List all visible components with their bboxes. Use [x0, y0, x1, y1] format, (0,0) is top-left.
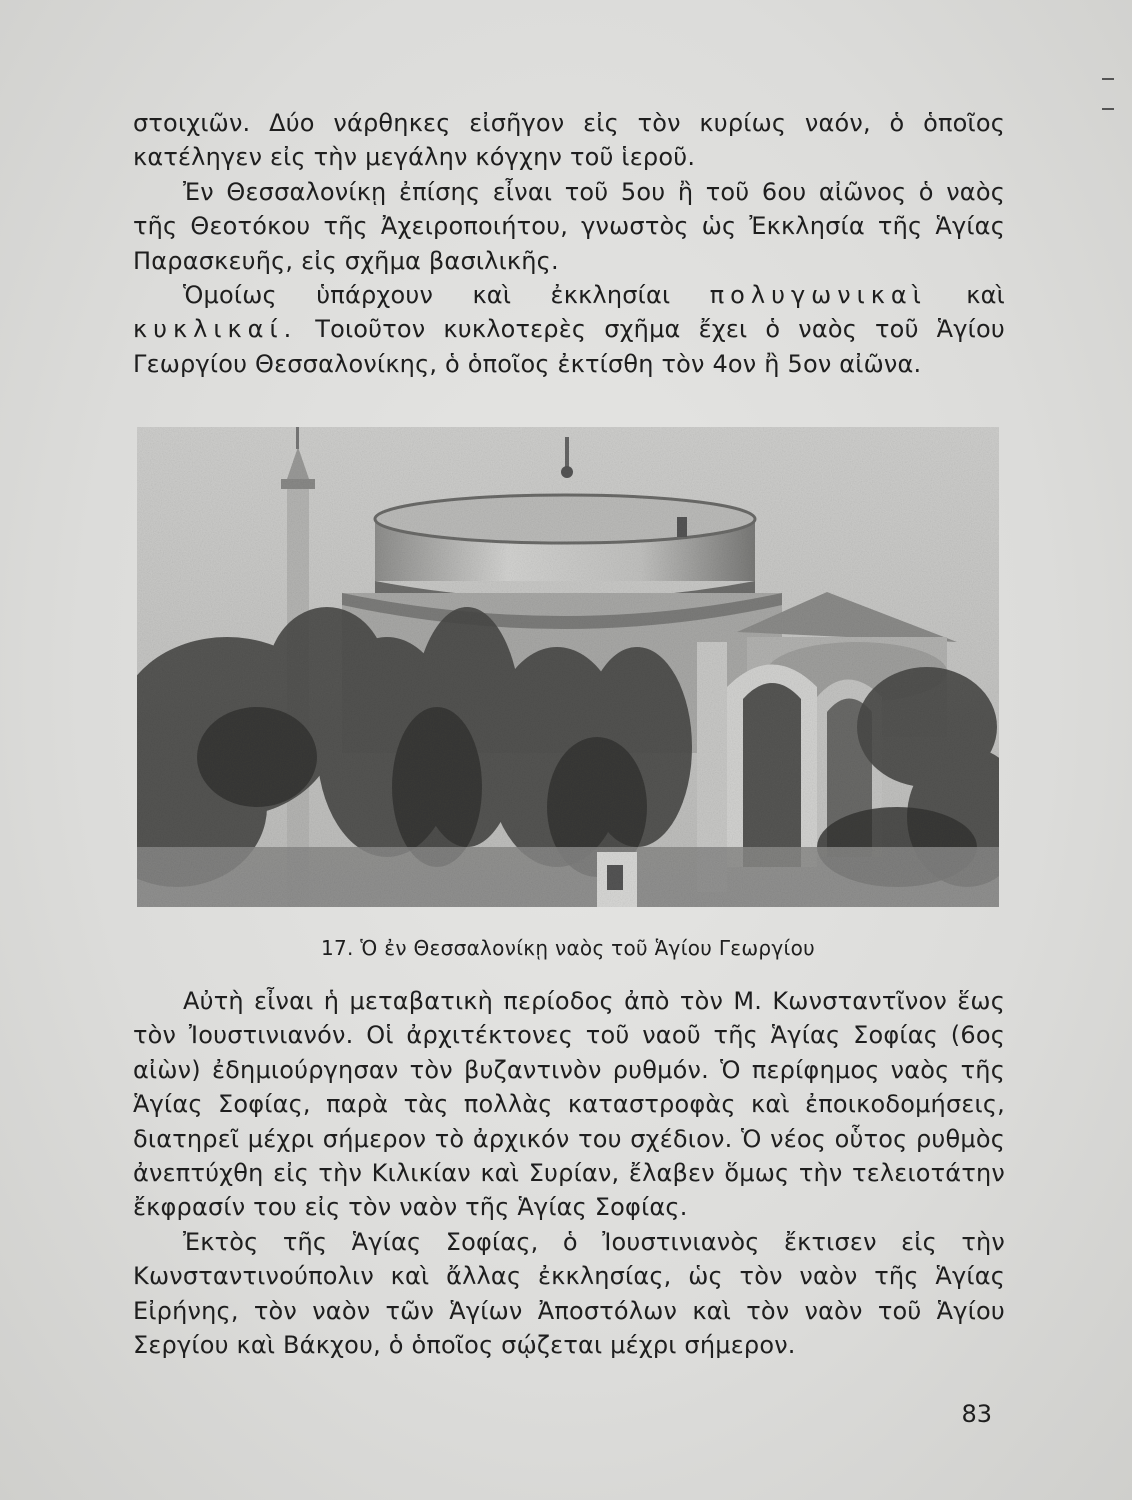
figure-caption: 17. Ὁ ἐν Θεσσαλονίκῃ ναὸς τοῦ Ἁγίου Γεωργίου — [320, 936, 816, 960]
paragraph-3-rest: Τοιοῦτον κυκλοτερὲς σχῆμα ἔχει ὁ ναὸς τοῦ Ἁγίου Γεωργίου Θεσσαλονίκης, ὁ ὁποῖος ἐκτίσθη τὸν 4ον ἢ 5ον αἰῶνα. — [133, 315, 1005, 378]
rotunda-photo-illustration — [137, 427, 999, 907]
spaced-word-circular: κυκλικαί. — [133, 315, 298, 344]
paragraph-1: στοιχιῶν. Δύο νάρθηκες εἰσῆγον εἰς τὸν κυρίως ναόν, ὁ ὁποῖος κατέληγεν εἰς τὴν μεγάλην κόγχην τοῦ ἱεροῦ. — [133, 109, 1005, 172]
paragraph-3 — [133, 278, 1005, 381]
paragraph-3-lead: Ὁμοίως ὑπάρχουν καὶ ἐκκλησίαι — [183, 281, 671, 310]
page-number: 83 — [961, 1400, 992, 1428]
edge-mark — [1102, 78, 1114, 80]
edge-mark — [1102, 108, 1114, 110]
top-text-block — [133, 106, 1005, 381]
paragraph-5: Ἐκτὸς τῆς Ἁγίας Σοφίας, ὁ Ἰουστινιανὸς ἔκτισεν εἰς τὴν Κωνσταντινούπολιν καὶ ἄλλας ἐκκλησίας, ὡς τὸν ναὸν τῆς Ἁγίας Εἰρήνης, τὸν ναὸν τῶν Ἁγίων Ἀποστόλων καὶ τὸν ναὸν τοῦ Ἁγίου Σεργίου καὶ Βάκχου, ὁ ὁποῖος σῴζεται μέχρι σήμερον. — [133, 1227, 1005, 1360]
church-photograph — [137, 427, 999, 907]
bottom-text-block — [133, 984, 1005, 1362]
paragraph-3-conjunction: καὶ — [966, 281, 1005, 310]
paragraph-4: Αὐτὴ εἶναι ἡ μεταβατικὴ περίοδος ἀπὸ τὸν Μ. Κωνσταντῖνον ἕως τὸν Ἰουστινιανόν. Οἱ ἀρχιτέκτονες τοῦ ναοῦ τῆς Ἁγίας Σοφίας (6ος αἰὼν) ἐδημιούργησαν τὸν βυζαντινὸν ρυθμόν. Ὁ περίφημος ναὸς τῆς Ἁγίας Σοφίας, παρὰ τὰς πολλὰς καταστροφὰς καὶ ἐποικοδομήσεις, διατηρεῖ μέχρι σήμερον τὸ ἀρχικόν του σχέδιον. Ὁ νέος οὗτος ρυθμὸς ἀνεπτύχθη εἰς τὴν Κιλικίαν καὶ Συρίαν, ἔλαβεν ὅμως τὴν τελειοτάτην ἔκφρασίν του εἰς τὸν ναὸν τῆς Ἁγίας Σοφίας. — [133, 987, 1005, 1222]
spaced-word-polygonal: πολυγωνικαὶ — [709, 281, 927, 310]
paragraph-2: Ἐν Θεσσαλονίκῃ ἐπίσης εἶναι τοῦ 5ου ἢ τοῦ 6ου αἰῶνος ὁ ναὸς τῆς Θεοτόκου τῆς Ἀχειροποιήτου, γνωστὸς ὡς Ἐκκλησία τῆς Ἁγίας Παρασκευῆς, εἰς σχῆμα βασιλικῆς. — [133, 177, 1005, 275]
